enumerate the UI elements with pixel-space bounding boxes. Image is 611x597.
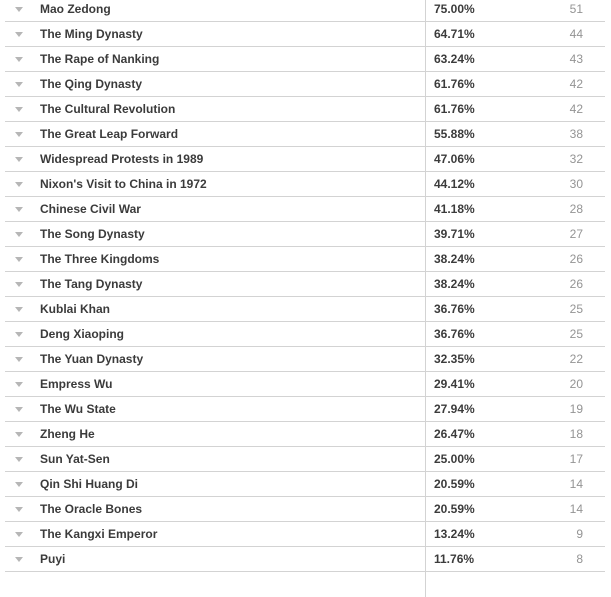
answer-count: 14 — [569, 477, 583, 491]
table-row[interactable] — [5, 372, 605, 397]
row-expander[interactable] — [5, 432, 40, 437]
table-row[interactable] — [5, 497, 605, 522]
table-row[interactable] — [5, 397, 605, 422]
table-row[interactable] — [5, 472, 605, 497]
row-expander[interactable] — [5, 7, 40, 12]
caret-down-icon — [15, 457, 23, 462]
answer-name: The Song Dynasty — [40, 227, 145, 241]
percent-correct: 36.76% — [425, 297, 505, 321]
table-row[interactable] — [5, 422, 605, 447]
percent-correct: 38.24% — [425, 247, 505, 271]
table-row[interactable] — [5, 0, 605, 22]
table-row[interactable] — [5, 172, 605, 197]
percent-correct: 44.12% — [425, 172, 505, 196]
percent-correct: 11.76% — [425, 547, 505, 571]
percent-correct: 63.24% — [425, 47, 505, 71]
answer-name: The Great Leap Forward — [40, 127, 179, 141]
caret-down-icon — [15, 332, 23, 337]
answer-name: The Cultural Revolution — [40, 102, 176, 116]
answer-name: Chinese Civil War — [40, 202, 141, 216]
answer-count: 14 — [569, 502, 583, 516]
answer-count: 9 — [576, 527, 583, 541]
caret-down-icon — [15, 382, 23, 387]
row-expander[interactable] — [5, 182, 40, 187]
answer-count: 19 — [569, 402, 583, 416]
percent-correct: 55.88% — [425, 122, 505, 146]
table-row[interactable] — [5, 97, 605, 122]
table-row[interactable] — [5, 447, 605, 472]
row-expander[interactable] — [5, 357, 40, 362]
caret-down-icon — [15, 532, 23, 537]
percent-correct: 36.76% — [425, 322, 505, 346]
answer-count: 22 — [569, 352, 583, 366]
table-row[interactable] — [5, 247, 605, 272]
answer-count: 18 — [569, 427, 583, 441]
answer-name: The Oracle Bones — [40, 502, 143, 516]
answer-name: Puyi — [40, 552, 66, 566]
answer-name: The Kangxi Emperor — [40, 527, 158, 541]
answer-name: The Rape of Nanking — [40, 52, 160, 66]
caret-down-icon — [15, 182, 23, 187]
answer-name: Zheng He — [40, 427, 95, 441]
table-row[interactable] — [5, 322, 605, 347]
caret-down-icon — [15, 432, 23, 437]
percent-correct: 13.24% — [425, 522, 505, 546]
caret-down-icon — [15, 282, 23, 287]
percent-correct: 20.59% — [425, 472, 505, 496]
percent-correct-cell — [425, 572, 505, 597]
percent-correct: 32.35% — [425, 347, 505, 371]
percent-correct: 41.18% — [425, 197, 505, 221]
answer-count: 26 — [569, 277, 583, 291]
table-row[interactable] — [5, 522, 605, 547]
percent-correct: 47.06% — [425, 147, 505, 171]
caret-down-icon — [15, 557, 23, 562]
percent-correct: 25.00% — [425, 447, 505, 471]
answer-name: Mao Zedong — [40, 2, 111, 16]
answer-stats-table — [5, 0, 605, 597]
answer-count: 42 — [569, 102, 583, 116]
answer-count: 20 — [569, 377, 583, 391]
answer-name: Deng Xiaoping — [40, 327, 124, 341]
caret-down-icon — [15, 507, 23, 512]
caret-down-icon — [15, 307, 23, 312]
answer-name: The Ming Dynasty — [40, 27, 143, 41]
caret-down-icon — [15, 157, 23, 162]
row-expander[interactable] — [5, 32, 40, 37]
table-row[interactable] — [5, 222, 605, 247]
answer-count: 44 — [569, 27, 583, 41]
answer-name: Qin Shi Huang Di — [40, 477, 138, 491]
row-expander[interactable] — [5, 482, 40, 487]
row-expander[interactable] — [5, 232, 40, 237]
answer-count: 25 — [569, 302, 583, 316]
caret-down-icon — [15, 232, 23, 237]
answer-count: 43 — [569, 52, 583, 66]
percent-correct: 39.71% — [425, 222, 505, 246]
table-row[interactable] — [5, 122, 605, 147]
percent-correct: 75.00% — [425, 0, 505, 21]
caret-down-icon — [15, 132, 23, 137]
table-row[interactable] — [5, 147, 605, 172]
row-expander[interactable] — [5, 282, 40, 287]
answer-count: 32 — [569, 152, 583, 166]
answer-count: 42 — [569, 77, 583, 91]
caret-down-icon — [15, 407, 23, 412]
row-expander[interactable] — [5, 382, 40, 387]
answer-count: 26 — [569, 252, 583, 266]
answer-count: 25 — [569, 327, 583, 341]
caret-down-icon — [15, 207, 23, 212]
answer-count: 28 — [569, 202, 583, 216]
answer-count: 38 — [569, 127, 583, 141]
caret-down-icon — [15, 482, 23, 487]
table-row[interactable] — [5, 22, 605, 47]
row-expander[interactable] — [5, 157, 40, 162]
row-expander[interactable] — [5, 557, 40, 562]
row-expander[interactable] — [5, 507, 40, 512]
answer-name: The Three Kingdoms — [40, 252, 160, 266]
caret-down-icon — [15, 357, 23, 362]
caret-down-icon — [15, 32, 23, 37]
row-expander[interactable] — [5, 307, 40, 312]
row-expander[interactable] — [5, 332, 40, 337]
caret-down-icon — [15, 257, 23, 262]
percent-correct: 26.47% — [425, 422, 505, 446]
row-expander[interactable] — [5, 132, 40, 137]
row-expander[interactable] — [5, 457, 40, 462]
row-expander[interactable] — [5, 57, 40, 62]
row-expander[interactable] — [5, 207, 40, 212]
answer-name: Kublai Khan — [40, 302, 111, 316]
answer-name: The Yuan Dynasty — [40, 352, 144, 366]
percent-correct: 38.24% — [425, 272, 505, 296]
table-row[interactable] — [5, 347, 605, 372]
answer-name: The Wu State — [40, 402, 116, 416]
caret-down-icon — [15, 57, 23, 62]
row-expander[interactable] — [5, 107, 40, 112]
percent-correct: 20.59% — [425, 497, 505, 521]
answer-name: Widespread Protests in 1989 — [40, 152, 204, 166]
answer-name: The Tang Dynasty — [40, 277, 143, 291]
table-row[interactable] — [5, 272, 605, 297]
row-expander[interactable] — [5, 82, 40, 87]
answer-count: 27 — [569, 227, 583, 241]
percent-correct: 64.71% — [425, 22, 505, 46]
percent-correct: 27.94% — [425, 397, 505, 421]
caret-down-icon — [15, 107, 23, 112]
percent-correct: 29.41% — [425, 372, 505, 396]
table-row[interactable] — [5, 547, 605, 572]
table-row[interactable] — [5, 297, 605, 322]
answer-name: Sun Yat-Sen — [40, 452, 110, 466]
percent-correct: 61.76% — [425, 72, 505, 96]
row-expander[interactable] — [5, 532, 40, 537]
row-expander[interactable] — [5, 257, 40, 262]
table-row[interactable] — [5, 197, 605, 222]
answer-name: Nixon's Visit to China in 1972 — [40, 177, 207, 191]
table-row[interactable] — [5, 72, 605, 97]
table-row[interactable] — [5, 47, 605, 72]
answer-count: 51 — [569, 2, 583, 16]
answer-count: 30 — [569, 177, 583, 191]
answer-name: The Qing Dynasty — [40, 77, 143, 91]
answer-count: 8 — [576, 552, 583, 566]
caret-down-icon — [15, 7, 23, 12]
row-expander[interactable] — [5, 407, 40, 412]
percent-correct: 61.76% — [425, 97, 505, 121]
answer-count: 17 — [569, 452, 583, 466]
caret-down-icon — [15, 82, 23, 87]
answer-name: Empress Wu — [40, 377, 113, 391]
partial-next-row — [5, 572, 605, 597]
